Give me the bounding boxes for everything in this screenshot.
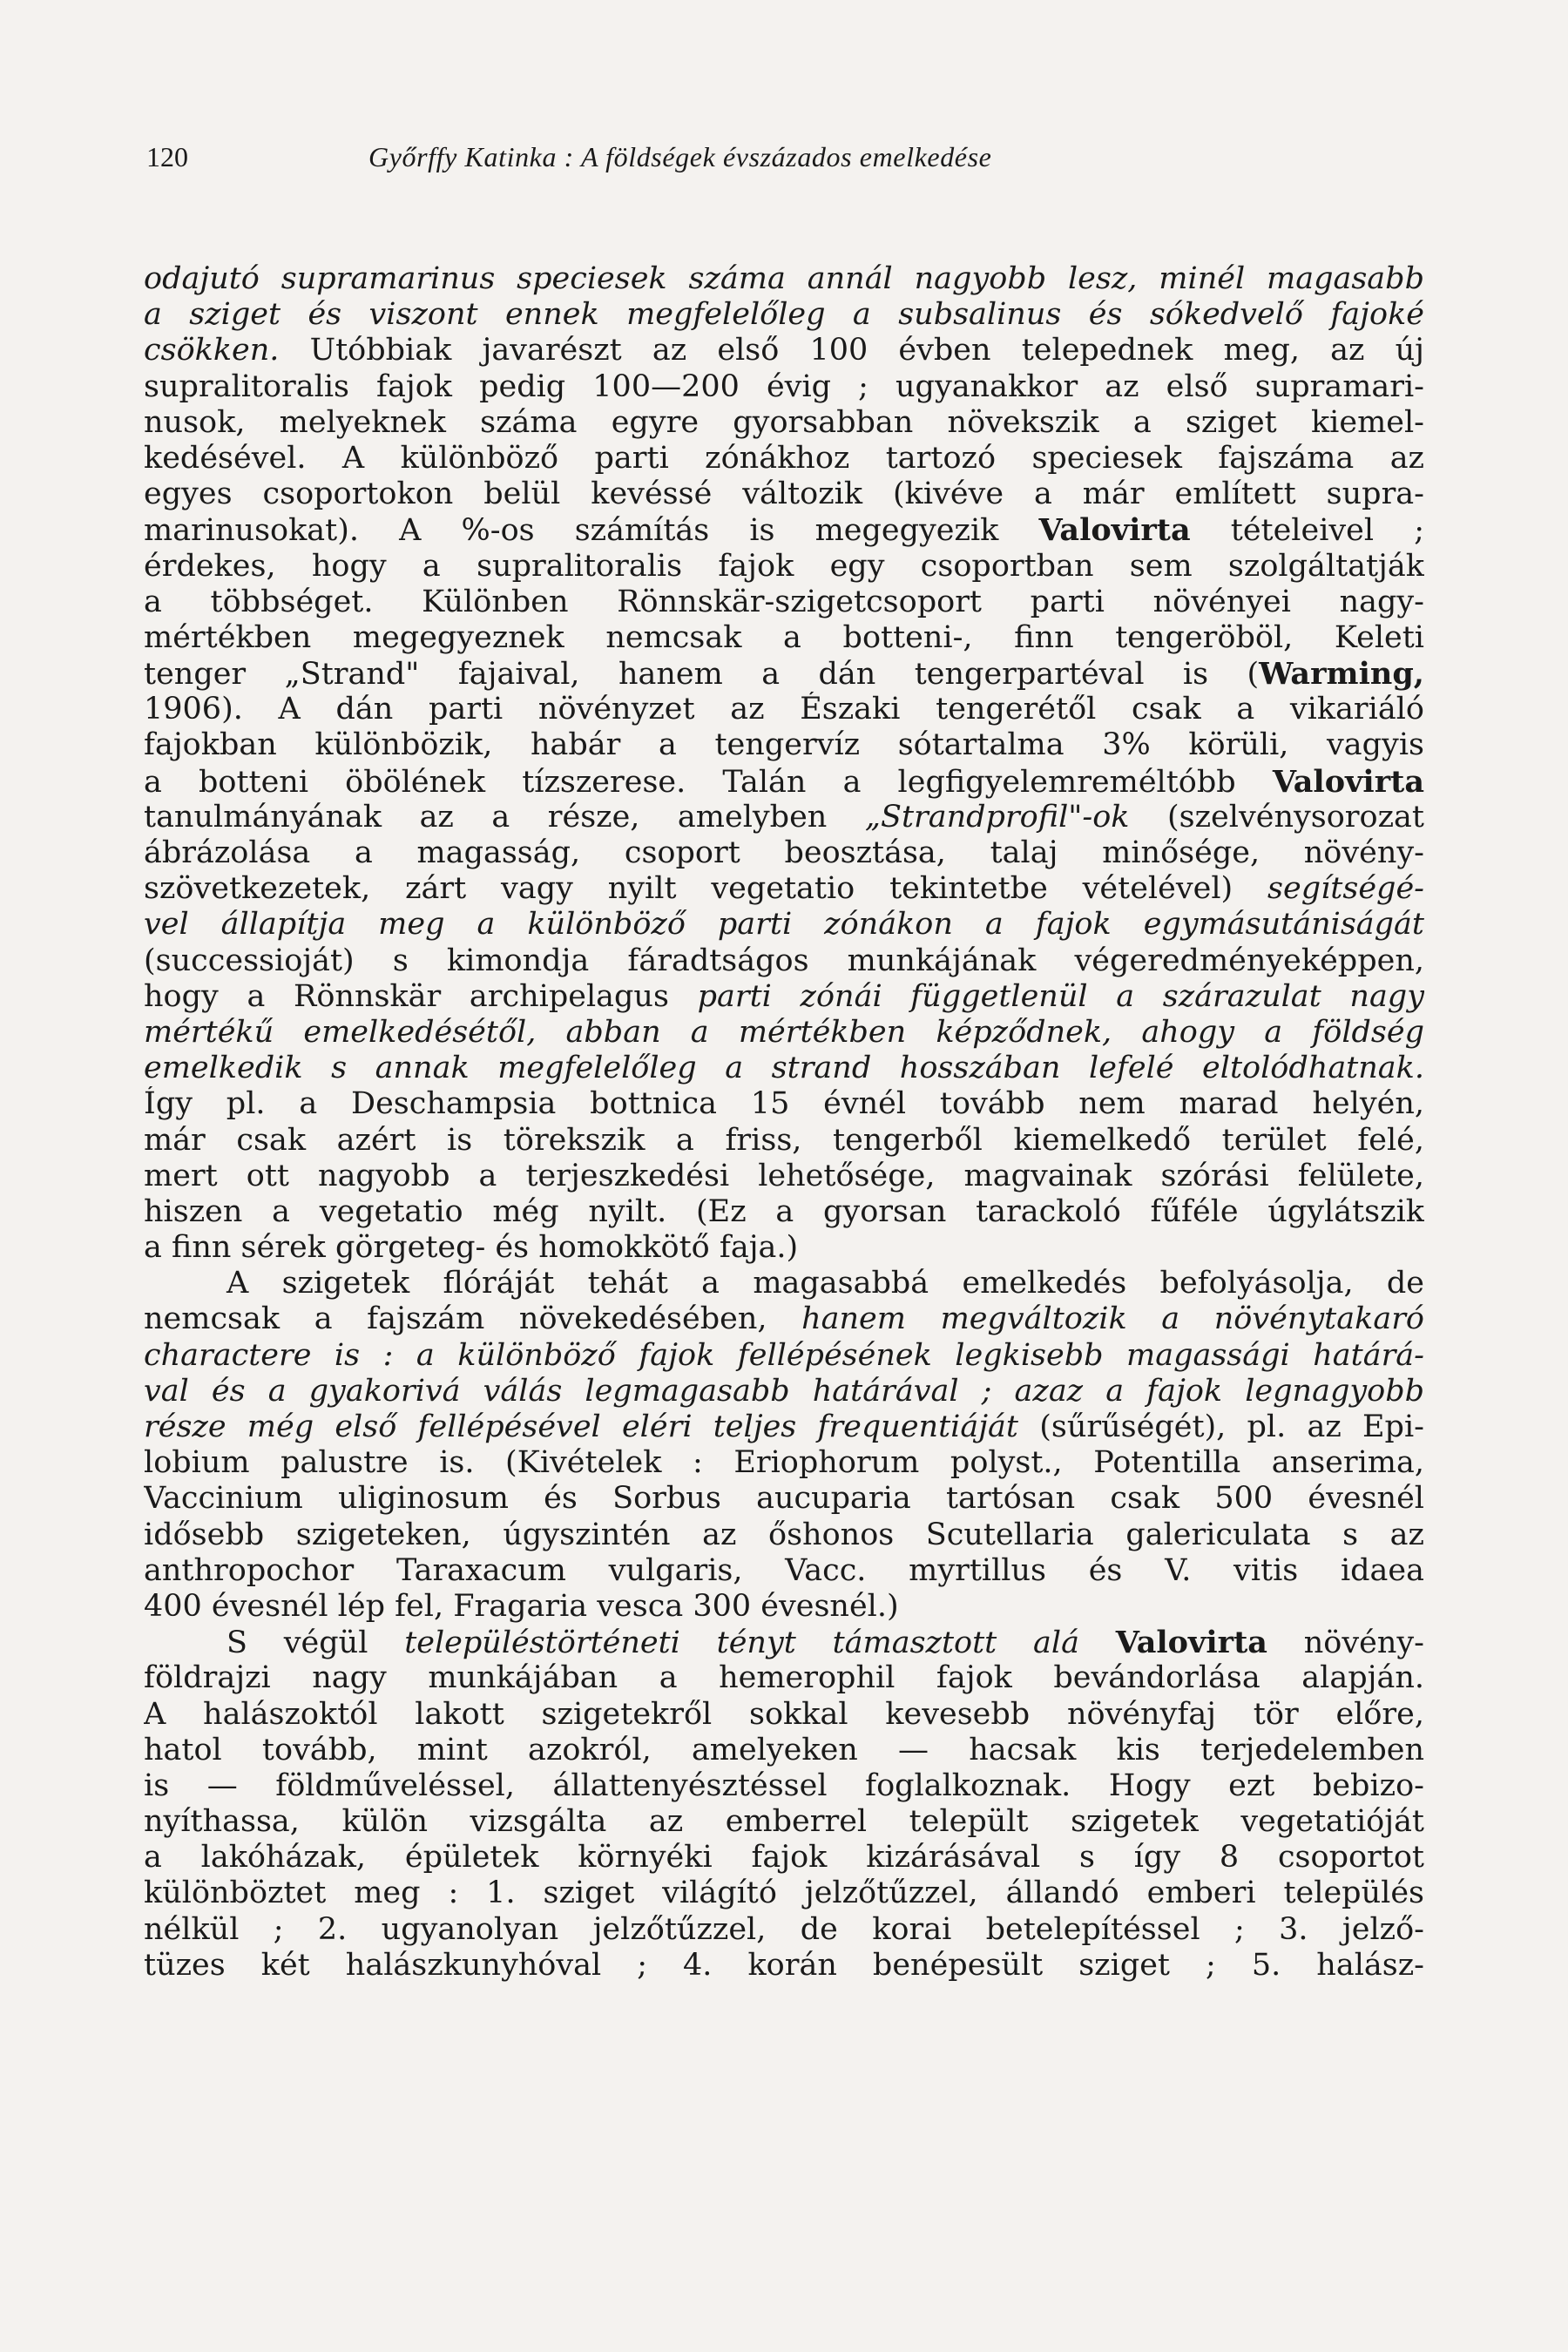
text-segment: mert ott nagyobb a terjeszkedési lehetősége, magvainak szórási felülete,: [144, 1158, 1424, 1193]
text-segment: nyíthassa, külön vizsgálta az emberrel települt szigetek vegetatióját: [144, 1804, 1424, 1840]
text-line: [144, 1840, 1424, 1876]
emphasis-text: segítségé-: [1267, 871, 1424, 907]
text-line: [144, 297, 1424, 333]
text-line: [144, 1015, 1424, 1051]
text-segment: supralitoralis fajok pedig 100—200 évig ; ugyanakkor az első supramari-: [144, 368, 1424, 404]
text-line: [144, 1194, 1424, 1230]
emphasis-text: „Strandprofil"-ok: [864, 799, 1130, 835]
text-line: [144, 764, 1424, 800]
text-line: [144, 1948, 1424, 1984]
text-line: [144, 512, 1424, 548]
text-segment: földrajzi nagy munkájában a hemerophil fajok bevándorlása alapján.: [144, 1660, 1424, 1696]
text-segment: hatol tovább, mint azokról, amelyeken — hacsak kis terjedelemben: [144, 1732, 1424, 1767]
text-segment: hogy a Rönnskär archipelagus: [144, 978, 698, 1014]
text-segment: mértékben megegyeznek nemcsak a botteni-, finn tengeröböl, Keleti: [144, 619, 1424, 655]
text-segment: idősebb szigeteken, úgyszintén az őshonos Scutellaria galericulata s az: [144, 1517, 1424, 1552]
text-line: [144, 1804, 1424, 1840]
text-segment: a lakóházak, épületek környéki fajok kizárásával s így 8 csoportot: [144, 1840, 1424, 1876]
running-title: Győrffy Katinka : A földségek évszázados emelkedése: [368, 141, 992, 172]
text-line: [144, 1876, 1424, 1911]
text-line: [144, 907, 1424, 943]
text-line: [144, 369, 1424, 405]
text-line: [144, 1230, 1424, 1266]
text-segment: A szigetek flóráját tehát a magasabbá emelkedés befolyásolja, de: [226, 1266, 1424, 1301]
text-segment: S végül: [226, 1625, 405, 1661]
text-segment: egyes csoportokon belül kevéssé változik (kivéve a már említett supra-: [144, 476, 1424, 512]
emphasis-text: parti zónái függetlenül a szárazulat nagy: [697, 978, 1424, 1014]
text-line: [144, 1445, 1424, 1481]
emphasis-text: a sziget és viszont ennek megfelelőleg a subsalinus és sókedvelő fajoké: [144, 297, 1424, 333]
emphasis-text: emelkedik s annak megfelelőleg a strand hosszában lefelé eltolódhatnak.: [144, 1051, 1424, 1086]
text-segment: tanulmányának az a része, amelyben: [144, 799, 865, 835]
emphasis-text: odajutó supramarinus speciesek száma annál nagyobb lesz, minél magasabb: [144, 261, 1424, 296]
text-segment: tételeivel ;: [1190, 513, 1424, 549]
text-segment: a botteni öbölének tízszerese. Talán a legfigyelemreméltóbb: [144, 764, 1273, 800]
text-line: [144, 549, 1424, 585]
text-segment: marinusokat). A %-os számítás is megegyezik: [144, 513, 1039, 549]
text-line: [144, 1481, 1424, 1517]
emphasis-text: hanem megváltozik a növénytakaró: [801, 1301, 1424, 1337]
text-segment: 400 évesnél lép fel, Fragaria vesca 300 évesnél.): [144, 1588, 899, 1624]
text-segment: anthropochor Taraxacum vulgaris, Vacc. myrtillus és V. vitis idaea: [144, 1552, 1424, 1588]
text-segment: 1906). A dán parti növényzet az Északi tengerétől csak a vikariáló: [144, 692, 1424, 727]
text-segment: szövetkezetek, zárt vagy nyilt vegetatio tekintetbe vételével): [144, 871, 1268, 907]
text-segment: Utóbbiak javarészt az első 100 évben telepednek meg, az új: [279, 333, 1424, 368]
text-line: [144, 1338, 1424, 1374]
emphasis-text: mértékű emelkedésétől, abban a mértékben képződnek, ahogy a földség: [144, 1014, 1424, 1050]
text-line: [144, 620, 1424, 656]
text-segment: [1079, 1625, 1116, 1660]
author-name: Valovirta: [1038, 512, 1191, 549]
text-line: [144, 1409, 1424, 1445]
text-segment: a többséget. Különben Rönnskär-szigetcsoport parti növényei nagy-: [144, 584, 1424, 619]
text-segment: is — földműveléssel, állattenyésztéssel foglalkoznak. Hogy ezt bebizo-: [144, 1767, 1424, 1803]
text-segment: hiszen a vegetatio még nyilt. (Ez a gyorsan tarackoló fűféle úgylátszik: [144, 1193, 1424, 1229]
text-line: [144, 585, 1424, 620]
emphasis-text: vel állapítja meg a különböző parti zónákon a fajok egymásutániságát: [144, 907, 1424, 943]
emphasis-text: charactere is : a különböző fajok fellépésének legkisebb magassági határá-: [144, 1337, 1424, 1373]
text-segment: ábrázolása a magasság, csoport beosztása, talaj minősége, növény-: [144, 835, 1424, 870]
text-line: [144, 1625, 1424, 1660]
text-line: [144, 1660, 1424, 1696]
text-segment: nélkül ; 2. ugyanolyan jelzőtűzzel, de korai betelepítéssel ; 3. jelző-: [144, 1911, 1424, 1947]
emphasis-text: településtörténeti tényt támasztott alá: [404, 1625, 1079, 1661]
text-line: [144, 1301, 1424, 1337]
emphasis-text: csökken.: [144, 333, 280, 368]
author-name: Valovirta: [1115, 1625, 1267, 1661]
text-segment: növény-: [1267, 1625, 1424, 1661]
page-number: 120: [146, 141, 188, 172]
text-segment: a finn sérek görgeteg- és homokkötő faja.): [144, 1230, 799, 1266]
text-line: [144, 1051, 1424, 1086]
text-segment: érdekes, hogy a supralitoralis fajok egy csoportban sem szolgáltatják: [144, 548, 1424, 584]
text-segment: tenger „Strand" fajaival, hanem a dán tengerpartéval is (: [144, 657, 1260, 693]
text-line: [144, 405, 1424, 441]
text-line: [144, 333, 1424, 368]
text-segment: fajokban különbözik, habár a tengervíz sótartalma 3% körüli, vagyis: [144, 727, 1424, 763]
text-segment: nusok, melyeknek száma egyre gyorsabban növekszik a sziget kiemel-: [144, 404, 1424, 440]
text-line: [144, 656, 1424, 692]
text-line: [144, 1123, 1424, 1159]
text-line: [144, 441, 1424, 476]
emphasis-text: része még első fellépésével eléri teljes frequentiáját: [144, 1409, 1018, 1444]
text-line: [144, 800, 1424, 835]
text-line: [144, 727, 1424, 763]
text-segment: (sűrűségét), pl. az Epi-: [1017, 1409, 1424, 1444]
text-line: [144, 1159, 1424, 1194]
text-segment: Vaccinium uliginosum és Sorbus aucuparia tartósan csak 500 évesnél: [144, 1481, 1424, 1517]
text-line: [144, 1768, 1424, 1804]
text-line: [144, 871, 1424, 907]
text-line: [144, 835, 1424, 871]
text-line: [144, 1266, 1424, 1301]
text-line: [144, 1374, 1424, 1409]
text-segment: (successioját) s kimondja fáradtságos munkájának végeredményeképpen,: [144, 943, 1424, 978]
emphasis-text: val és a gyakorivá válás legmagasabb határával ; azaz a fajok legnagyobb: [144, 1373, 1424, 1409]
text-line: [144, 1912, 1424, 1948]
text-segment: (szelvénysorozat: [1129, 799, 1424, 835]
text-line: [144, 1086, 1424, 1122]
text-line: [144, 943, 1424, 979]
text-line: [144, 1697, 1424, 1733]
text-segment: Így pl. a Deschampsia bottnica 15 évnél tovább nem marad helyén,: [144, 1086, 1424, 1122]
text-line: [144, 979, 1424, 1015]
text-line: [144, 1553, 1424, 1589]
text-segment: különböztet meg : 1. sziget világító jelzőtűzzel, állandó emberi település: [144, 1876, 1424, 1911]
text-segment: A halászoktól lakott szigetekről sokkal kevesebb növényfaj tör előre,: [144, 1696, 1424, 1732]
text-segment: nemcsak a fajszám növekedésében,: [144, 1301, 802, 1337]
text-line: [144, 1517, 1424, 1553]
running-head: [146, 139, 1420, 174]
text-line: [144, 261, 1424, 297]
text-segment: lobium palustre is. (Kivételek : Eriophorum polyst., Potentilla anserima,: [144, 1445, 1424, 1481]
author-name: Warming,: [1259, 656, 1424, 693]
text-segment: kedésével. A különböző parti zónákhoz tartozó speciesek fajszáma az: [144, 440, 1424, 476]
text-line: [144, 1589, 1424, 1625]
text-line: [144, 1733, 1424, 1768]
author-name: Valovirta: [1272, 763, 1424, 800]
text-segment: már csak azért is törekszik a friss, tengerből kiemelkedő terület felé,: [144, 1122, 1424, 1158]
text-segment: tüzes két halászkunyhóval ; 4. korán benépesült sziget ; 5. halász-: [144, 1947, 1424, 1983]
text-line: [144, 692, 1424, 727]
text-line: [144, 476, 1424, 512]
body-text: [144, 261, 1424, 1984]
